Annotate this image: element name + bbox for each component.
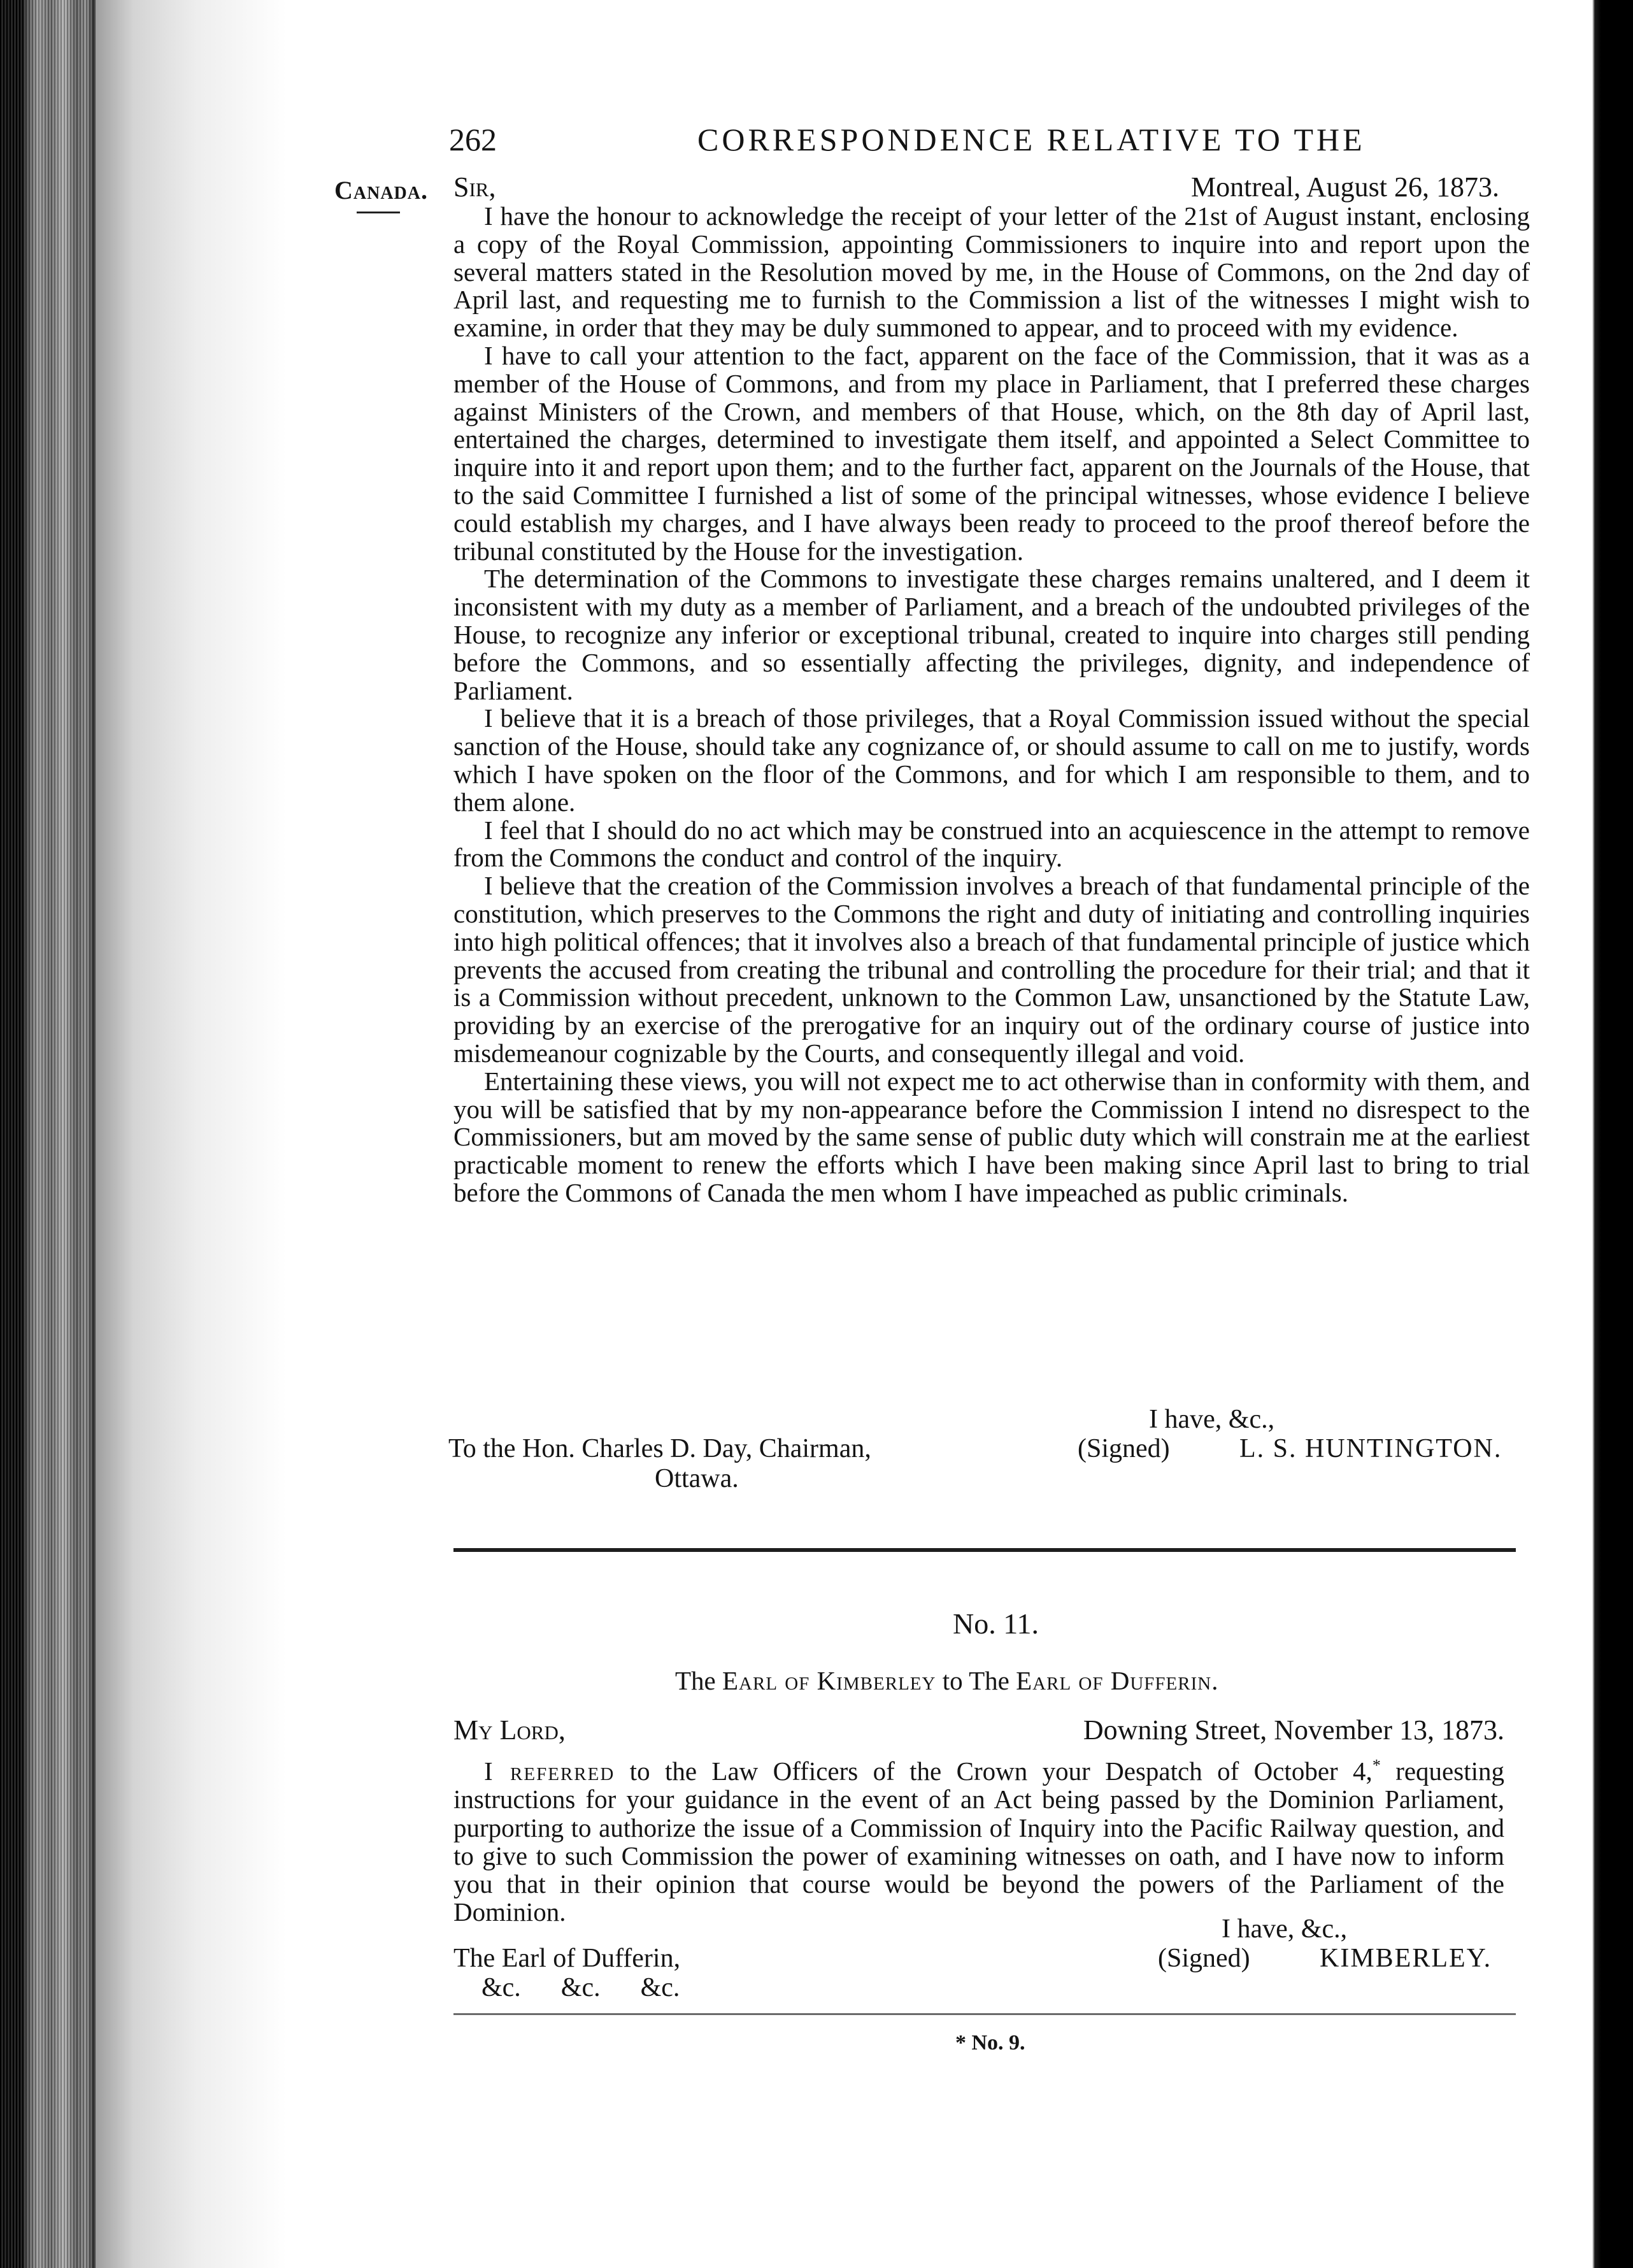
letter2-salutation: My Lord, bbox=[453, 1714, 566, 1746]
letter1-paragraph: Entertaining these views, you will not expect me to act otherwise than in conformity with them, and you will be satisfied that by my non-appearance before the Commission I intend no disrespect to the Commissioners, but am moved by the same sense of public duty which will constrain me at the earliest practicable moment to renew the efforts which I have been making since April last to bring to trial before the Commons of Canada the men whom I have impeached as public criminals. bbox=[453, 1066, 1530, 1207]
running-title: CORRESPONDENCE RELATIVE TO THE bbox=[697, 122, 1366, 157]
margin-rule bbox=[357, 212, 400, 213]
letter1-signed-label: (Signed) bbox=[1078, 1434, 1170, 1463]
letter1-paragraph: I believe that it is a breach of those privileges, that a Royal Commission issued without the special sanction of the House, should take any cognizance of, or should assume to call on me to justify, words which I have spoken on the floor of the Commons, and for which I am responsible to them, and to them alone. bbox=[453, 703, 1530, 817]
letter2-body-part1: to the Law Officers of the Crown your Despatch of October 4, bbox=[629, 1756, 1373, 1786]
letter1-signer: L. S. HUNTINGTON. bbox=[1239, 1434, 1502, 1463]
letter1-closing: I have, &c., bbox=[1149, 1405, 1275, 1434]
letter1-paragraph: I believe that the creation of the Commission involves a breach of that fundamental principle of the constitution, which preserves to the Commons the right and duty of initiating and controlling inquiries into high political offences; that it involves also a breach of that fundamental principle of justice which prevents the accused from creating the tribunal and controlling the procedure for their trial; and that it is a Commission without precedent, unknown to the Common Law, unsanctioned by the Statute Law, providing by an exercise of the prerogative for an inquiry out of the ordinary course of justice into misdemeanour cognizable by the Courts, and consequently illegal and void. bbox=[453, 871, 1530, 1068]
letter2-closing: I have, &c., bbox=[1222, 1914, 1348, 1944]
letter1-addressee: To the Hon. Charles D. Day, Chairman, bbox=[448, 1434, 871, 1463]
heading-the: The bbox=[675, 1666, 716, 1695]
letter1-paragraph: I have to call your attention to the fact, apparent on the face of the Commission, that it was as a member of the House of Commons, and from my place in Parliament, that I preferred these charges against Ministers of the Crown, and members of that House, which, on the 8th day of April last, entertained the charges, determined to investigate them itself, and appointed a Select Committee to inquire into it and report upon them; and to the further fact, apparent on the Journals of the House, that to the said Committee I furnished a list of some of the principal witnesses, whose evidence I believe could establish my charges, and I have always been ready to proceed to the proof thereof before the tribunal constituted by the House for the investigation. bbox=[453, 340, 1530, 566]
letter1-dateline: Montreal, August 26, 1873. bbox=[1191, 171, 1499, 203]
letter2-dateline: Downing Street, November 13, 1873. bbox=[1083, 1714, 1504, 1746]
letter2-signer: KIMBERLEY. bbox=[1320, 1944, 1492, 1973]
section-divider bbox=[453, 1548, 1516, 1552]
footnote-marker: * bbox=[1372, 1756, 1381, 1775]
footnote: * No. 9. bbox=[955, 2031, 1025, 2055]
letter1-paragraph: The determination of the Commons to investigate these charges remains unaltered, and I deem it inconsistent with my duty as a member of Parliament, and a breach of the undoubted privileges of the House, to recognize any inferior or exceptional tribunal, created to inquire into charges still pending before the Commons, and so essentially affecting the privileges, dignity, and independence of Parliament. bbox=[453, 564, 1530, 705]
letter2-addressee: The Earl of Dufferin, bbox=[453, 1944, 681, 1973]
letter1-paragraph: I have the honour to acknowledge the receipt of your letter of the 21st of August instant, enclosing a copy of the Royal Commission, appointing Commissioners to inquire into and report upon the several matters stated in the Resolution moved by me, in the House of Commons, on the 2nd day of April last, and requesting me to furnish to the Commission a list of the witnesses I might wish to examine, in order that they may be duly summoned to appear, and to proceed with my evidence. bbox=[453, 201, 1530, 343]
letter2-signed-label: (Signed) bbox=[1158, 1944, 1250, 1973]
margin-note: Canada. bbox=[334, 176, 428, 205]
letter2-first-words: I referred bbox=[484, 1756, 615, 1786]
heading-to: to The bbox=[942, 1666, 1009, 1695]
letter1-addressee-city: Ottawa. bbox=[655, 1464, 739, 1493]
letter2-body bbox=[453, 1757, 1504, 1927]
page-number: 262 bbox=[449, 122, 497, 157]
letter2-paragraph bbox=[453, 1757, 1504, 1927]
heading-recipient: Earl of Dufferin. bbox=[1016, 1666, 1219, 1695]
letter2-body-part2: requesting instructions for your guidance in the event of an Act being passed by the Dominion Parliament, purporting to authorize the issue of a Commission of Inquiry into the Pacific Railway question, and to give to such Commission the power of examining witnesses on oath, and I have now to inform you that in their opinion that course would be beyond the powers of the Parliament of the Dominion. bbox=[453, 1756, 1504, 1927]
heading-sender: Earl of Kimberley bbox=[722, 1666, 936, 1695]
footnote-rule bbox=[453, 2013, 1516, 2015]
letter2-addressee-etc: &c. &c. &c. bbox=[481, 1973, 680, 2002]
letter1-salutation: Sir, bbox=[453, 171, 496, 203]
document-number: No. 11. bbox=[953, 1607, 1039, 1640]
letter1-body bbox=[453, 203, 1530, 1207]
letter1-paragraph: I feel that I should do no act which may be construed into an acquiescence in the attempt to remove from the Commons the conduct and control of the inquiry. bbox=[453, 815, 1530, 873]
document-heading bbox=[675, 1665, 1218, 1696]
